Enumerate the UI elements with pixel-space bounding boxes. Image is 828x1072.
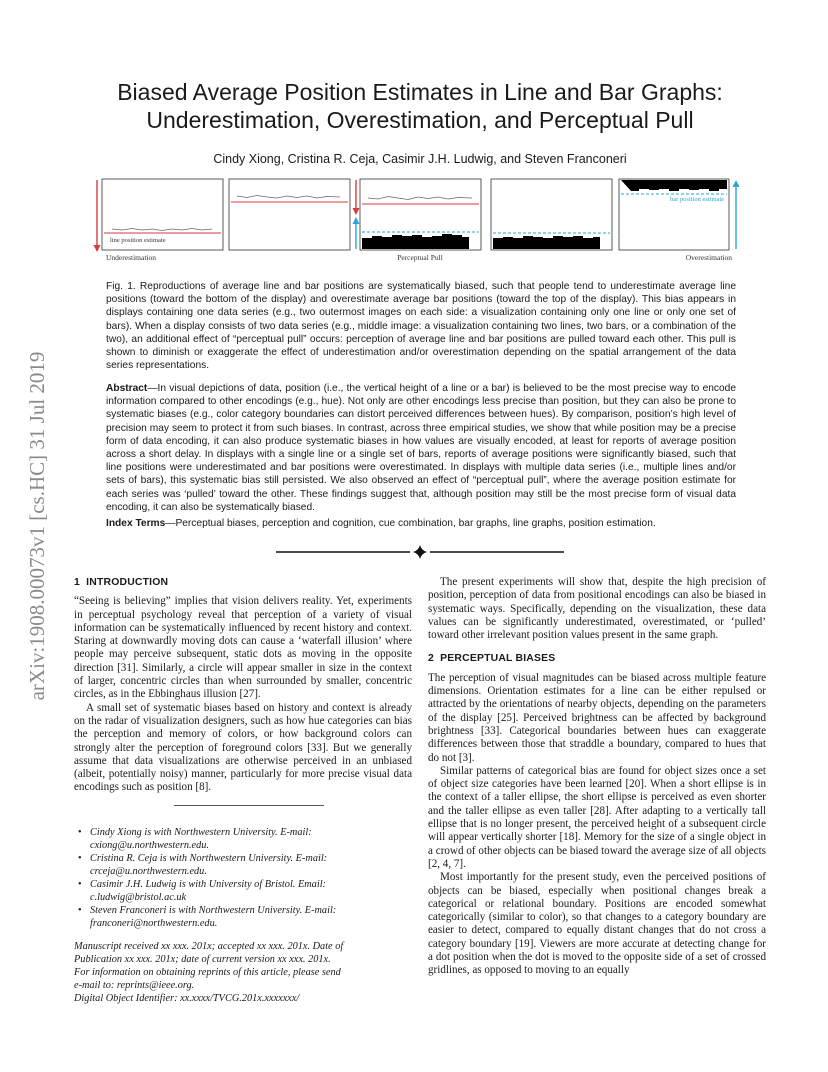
index-terms	[106, 517, 736, 530]
down-arrow-head	[94, 245, 101, 252]
line-estimate-label: line position estimate	[110, 237, 166, 244]
abstract-text: —In visual depictions of data, position (i.e., the vertical height of a line or a bar) is believed to be the most precise way to encode information compared to other encodings (e.g., hue). Not only are other encodings less precise than position, but they can also be prone to systematic biases (e.g., color category boundaries can distort perceived differences between hues). By comparison, position’s high level of precision may seem to protect it from such biases. In contrast, across three empirical studies, we show that while position may be a precise form of data encoding, it can also produce systematic biases in how values are visually encoded, at least for reports of average position across a short delay. In displays with a single line or a single set of bars, reports of average positions were significantly biased, such that line positions were underestimated and bar positions were overestimated. In displays with multiple data series (i.e., multiple lines and/or sets of bars), this systematic bias still persisted. We also observed an effect of “perceptual pull”, where the average position estimate for each series was ‘pulled’ toward the other. These findings suggest that, although position may still be the most precise form of visual data encoding, it can also be systematically biased.	[106, 383, 736, 513]
arxiv-stamp	[20, 296, 52, 756]
label-underestimation: Underestimation	[106, 253, 156, 262]
manuscript-line: e-mail to: reprints@ieee.org.	[74, 979, 195, 991]
panel-line-underestimation	[94, 179, 224, 252]
paragraph: A small set of systematic biases based on history and context is already on the radar of visualization designers, such as how hue categories can bias the perception and memory of colors, or how background colors can strongly alter the perception of foreground colors [33]. But we generally assume that data visualizations are otherwise perceived in an unbiased (albeit, potentially noisy) manner, particularly for more precise visual data encodings such as position [8].	[74, 701, 412, 794]
paragraph: The present experiments will show that, despite the high precision of position, perception of data from positional encodings can also be biased in systematic ways. Specifically, depending on the visualization, these data values can be significantly underestimated, overestimated, or ‘pulled’ toward other irrelevant position values present in the same graph.	[428, 576, 766, 642]
manuscript-info	[74, 940, 412, 1005]
panel-perceptual-pull	[353, 179, 482, 250]
up-arrow-head	[353, 217, 360, 224]
footnote-rule	[174, 805, 324, 806]
affiliation-list	[74, 826, 412, 930]
author-list: Cindy Xiong, Cristina R. Ceja, Casimir J.H. Ludwig, and Steven Franconeri	[213, 152, 627, 166]
panel-bars-only	[491, 179, 612, 250]
paragraph: The perception of visual magnitudes can be biased across multiple feature dimensions. Orientation estimates for a line can be either repulsed or attracted by the orientations of nearby objects, depending on the parameters of the display [25]. Perceived brightness can be affected by background brightness [33]. Categorical boundaries between hues can exaggerate differences between those that straddle a boundary, compared to hues that do not [3].	[428, 671, 766, 764]
section-title: PERCEPTUAL BIASES	[440, 653, 556, 665]
section-number: 2	[428, 653, 434, 665]
affiliation-item: • Steven Franconeri is with Northwestern University. E-mail: franconeri@northwestern.edu.	[74, 904, 412, 930]
section-number: 1	[74, 577, 80, 588]
down-arrow-head	[353, 208, 360, 215]
divider-diamond-icon	[413, 545, 427, 559]
index-terms-text: —Perceptual biases, perception and cognition, cue combination, bar graphs, line graphs, position estimation.	[165, 518, 656, 529]
bar-estimate-label: bar position estimate	[670, 196, 725, 203]
left-column	[74, 576, 412, 1005]
section-title: INTRODUCTION	[86, 577, 169, 588]
figure-caption	[106, 280, 736, 372]
figure-caption-text: Reproductions of average line and bar positions are systematically biased, such that people tend to underestimate average line positions (toward the bottom of the display) and overestimate average bar positions (toward the top of the display). This bias appears in displays containing one data series (e.g., two outermost images on each side: a visualization containing only one line or only one set of bars). When a display consists of two data series (e.g., middle image: a visualization containing two lines, two bars, or a combination of the two), an additional effect of “perceptual pull” occurs: perception of average line and bar positions are pulled toward each other. This pull is shown to diminish or exaggerate the effect of underestimation and/or overestimation depending on the spatial arrangement of the data series representations.	[106, 281, 736, 372]
figure-caption-label: Fig. 1.	[106, 281, 136, 292]
data-line	[368, 197, 472, 200]
bars	[621, 180, 727, 191]
paragraph: “Seeing is believing” implies that vision delivers reality. Yet, experiments in perceptual psychology reveal that perception of a variety of visual information can be systematically influenced by recent history and context. Staring at downwardly moving dots can cause a ‘waterfall illusion’ where people may perceive subsequent, static dots as moving in the opposite direction [31]. Similarly, a circle will appear smaller in size in the context of larger, concentric circles than when surrounded by smaller, concentric circles, as in the Ebbinghaus illusion [27].	[74, 595, 412, 701]
bars	[362, 234, 469, 249]
up-arrow-head	[733, 180, 740, 187]
right-column	[428, 576, 766, 978]
teaser-figure	[92, 176, 742, 264]
label-perceptual-pull: Perceptual Pull	[397, 253, 443, 262]
paper-title: Biased Average Position Estimates in Line and Bar Graphs: Underestimation, Overestimation, and Perceptual Pull	[117, 79, 723, 133]
paragraph: Similar patterns of categorical bias are found for object sizes once a set of object size categories have been learned [20]. When a short ellipse is in the context of a taller ellipse, the short ellipse is perceived as even shorter and the taller ellipse as even taller [28]. After adapting to a vertically tall ellipse that is no longer present, the perceived height of a subsequent circle will appear vertically shorter [18]. Memory for the size of a single object in a crowd of other objects can be biased toward the average size of all objects [2, 4, 7].	[428, 764, 766, 870]
panel-frame	[229, 179, 350, 250]
section-heading-introduction	[74, 576, 412, 589]
affiliation-item: • Cindy Xiong is with Northwestern University. E-mail: cxiong@u.northwestern.edu.	[74, 826, 412, 852]
data-line	[112, 229, 212, 231]
panel-bar-overestimation	[619, 179, 740, 250]
manuscript-line: Digital Object Identifier: xx.xxxx/TVCG.201x.xxxxxxx/	[74, 992, 300, 1004]
affiliation-item: • Casimir J.H. Ludwig is with University of Bristol. Email: c.ludwig@bristol.ac.uk	[74, 878, 412, 904]
manuscript-line: Manuscript received xx xxx. 201x; accepted xx xxx. 201x. Date of	[74, 940, 344, 952]
manuscript-line: Publication xx xxx. 201x; date of current version xx xxx. 201x.	[74, 953, 331, 965]
manuscript-line: For information on obtaining reprints of this article, please send	[74, 966, 341, 978]
arxiv-stamp-text: arXiv:1908.00073v1 [cs.HC] 31 Jul 2019	[25, 351, 49, 701]
abstract	[106, 382, 736, 514]
panel-line-only	[229, 179, 350, 250]
index-terms-label: Index Terms	[106, 518, 166, 529]
section-divider	[274, 543, 566, 561]
data-line	[237, 196, 340, 199]
section-heading-perceptual-biases	[428, 652, 766, 665]
paragraph: Most importantly for the present study, even the perceived positions of objects can be biased, especially when positional changes break a categorical or relational boundary. Positions are encoded somewhat categorically (similar to color), so that changes to a category boundary are easier to detect, compared to equally distant changes that do not cross a category boundary [19]. Viewers are more accurate at detecting change for a dot position when the dot is moved to the opposite side of a set of crossed gridlines, as opposed to moving to an equally	[428, 871, 766, 977]
affiliation-item: • Cristina R. Ceja is with Northwestern University. E-mail: crceja@u.northwestern.edu.	[74, 852, 412, 878]
label-overestimation: Overestimation	[685, 253, 732, 262]
abstract-label: Abstract	[106, 383, 148, 394]
bars	[493, 236, 600, 249]
